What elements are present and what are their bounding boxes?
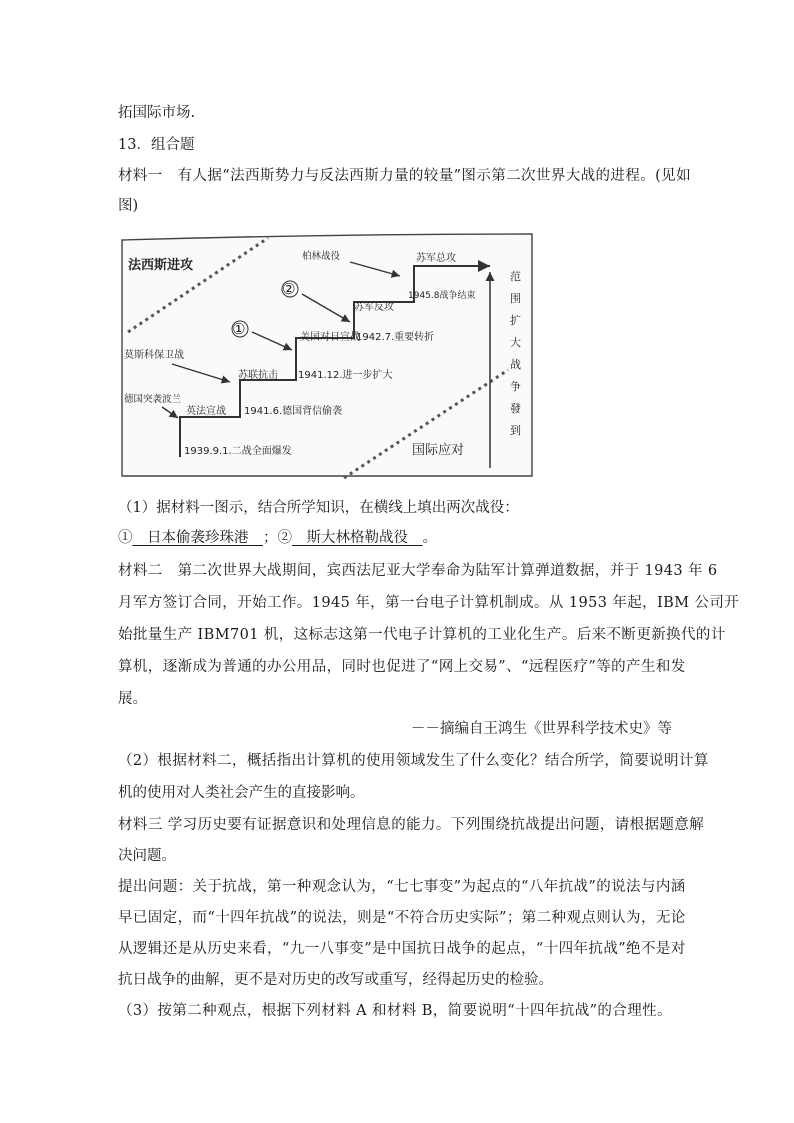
svg-text:大: 大 <box>510 336 521 349</box>
text-line: 拓国际市场. <box>118 105 196 121</box>
end-1945-label: 1945.8战争结束 <box>408 291 476 301</box>
turn-1942-label: 1942.7.重要转折 <box>356 332 435 343</box>
question-2: （2）根据材料二，概括指出计算机的使用领域发生了什么变化？结合所学，简要说明计算 <box>118 753 709 769</box>
moscow-label: 莫斯科保卫战 <box>124 350 184 361</box>
ww2-progress-diagram <box>118 232 536 480</box>
svg-text:战: 战 <box>510 358 521 371</box>
source-citation: －－摘编自王鸿生《世界科学技术史》等 <box>411 721 672 737</box>
uk-fr-label: 英法宣战 <box>186 406 226 417</box>
marker-1: ① <box>232 320 246 338</box>
us-declare-label: 美国对日宣战 <box>300 332 360 343</box>
material-two: 始批量生产 IBM701 机，这标志这第一代电子计算机的工业化生产。后来不断更新换代的计 <box>118 627 726 643</box>
svg-text:范: 范 <box>510 270 521 283</box>
material-two: 材料二 第二次世界大战期间，宾西法尼亚大学奉命为陆军计算弹道数据，并于 1943 年 6 <box>118 563 718 579</box>
svg-text:到: 到 <box>510 424 521 437</box>
problem-text: 抗日战争的曲解，更不是对历史的改写或重写，经得起历史的检验。 <box>118 972 553 988</box>
problem-text: 提出问题：关于抗战，第一种观念认为，“七七事变”为起点的“八年抗战”的说法与内涵 <box>118 879 686 895</box>
answer-blank-1: 日本偷袭珍珠港 <box>132 530 263 546</box>
svg-text:扩: 扩 <box>510 314 521 327</box>
svg-text:發: 發 <box>510 402 521 415</box>
intl-response-label: 国际应对 <box>412 443 465 458</box>
material-two: 算机，逐渐成为普通的办公用品，同时也促进了“网上交易”、“远程医疗”等的产生和发 <box>118 659 686 675</box>
material-two: 月军方签订合同，开始工作。1945 年，第一台电子计算机制成。从 1953 年起，IBM 公司开 <box>118 595 740 611</box>
material-two: 展。 <box>118 691 147 707</box>
svg-text:争: 争 <box>510 380 521 393</box>
marker-2: ② <box>282 280 296 298</box>
svg-text:围: 围 <box>510 292 521 305</box>
problem-text: 从逻辑还是从历史来看，“九一八事变”是中国抗日战争的起点，“十四年抗战”绝不是对 <box>118 941 686 957</box>
question-number: 13．组合题 <box>118 137 195 153</box>
expand-1941-label: 1941.12.进一步扩大 <box>298 370 393 381</box>
sneak-1941-label: 1941.6.德国背信偷袭 <box>244 406 343 417</box>
berlin-label: 柏林战役 <box>302 251 341 262</box>
answer-blank-2: 斯大林格勒战役 <box>292 530 423 546</box>
material-three: 材料三 学习历史要有证据意识和处理信息的能力。下列围绕抗战提出问题，请根据题意解 <box>118 817 705 833</box>
fascist-attack-label: 法西斯进攻 <box>128 258 194 273</box>
start-1939-label: 1939.9.1.二战全面爆发 <box>184 446 292 457</box>
text-line: 图) <box>118 198 139 214</box>
soviet-general-label: 苏军总攻 <box>416 253 456 264</box>
soviet-counter-label: 苏军反攻 <box>354 302 394 313</box>
poland-label: 德国突袭波兰 <box>124 394 182 405</box>
question-2: 机的使用对人类社会产生的直接影响。 <box>118 785 365 801</box>
separator: ；② <box>263 530 292 546</box>
answer-1-line <box>118 528 437 548</box>
marker-1: ① <box>118 530 133 546</box>
period: 。 <box>422 530 437 546</box>
material-three: 决问题。 <box>118 848 176 864</box>
material-one-intro: 材料一 有人据“法西斯势力与反法西斯力量的较量”图示第二次世界大战的进程。(见如 <box>118 168 691 184</box>
question-1: （1）据材料一图示，结合所学知识，在横线上填出两次战役： <box>118 500 519 516</box>
question-3: （3）按第二种观点，根据下列材料 A 和材料 B，简要说明“十四年抗战”的合理性。 <box>118 1003 672 1019</box>
su-resist-label: 苏联抗击 <box>238 370 278 381</box>
problem-text: 早已固定，而“十四年抗战”的说法，则是“不符合历史实际”；第二种观点则认为，无论 <box>118 910 686 926</box>
